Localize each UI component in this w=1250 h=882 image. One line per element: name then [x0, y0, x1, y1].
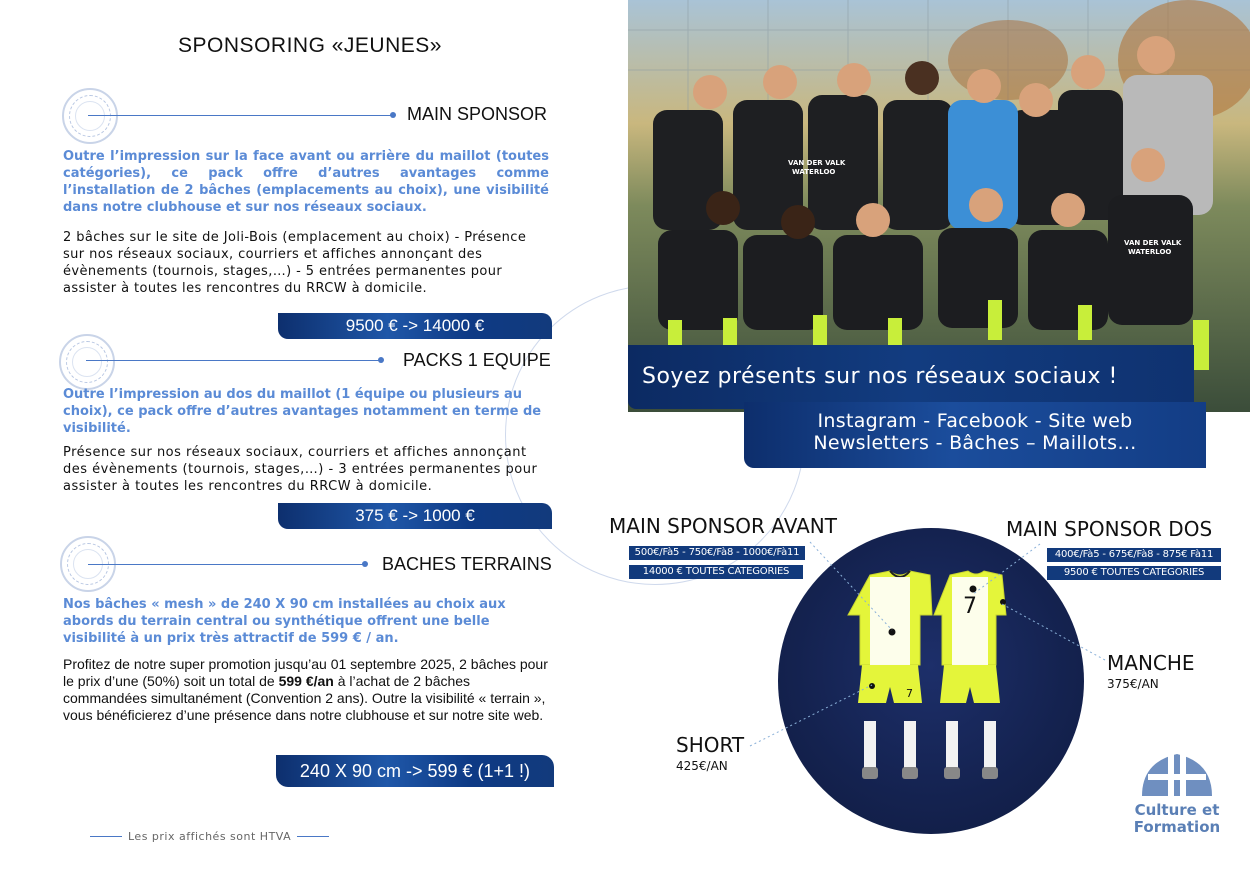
jersey-sponsor-text: WATERLOO	[1128, 248, 1172, 256]
footnote-line	[90, 836, 122, 837]
divider-dot-icon	[362, 561, 368, 567]
footnote	[90, 830, 329, 843]
divider-dot-icon	[390, 112, 396, 118]
section-divider	[88, 564, 366, 565]
section-highlight: Outre l’impression au dos du maillot (1 équipe ou plusieurs au choix), ce pack offre d’autres avantages notamment en terme de visibilité.	[63, 387, 542, 436]
kit-price-tag: 500€/Fà5 - 750€/Fà8 - 1000€/Fà11	[629, 546, 805, 560]
section-detail	[63, 656, 549, 724]
social-channels-banner	[744, 402, 1206, 468]
section-ring-icon	[59, 334, 115, 390]
section-divider	[88, 115, 393, 116]
detail-text: à l’achat de 2 bâches commandées simultanément (Convention 2 ans). Outre la visibilité « terrain », vous bénéficierez d’une présence dans notre clubhouse et sur notre site web.	[63, 673, 546, 723]
social-headline-banner: Soyez présents sur nos réseaux sociaux !	[628, 345, 1194, 409]
jersey-sponsor-text: VAN DER VALK	[1124, 239, 1182, 247]
jersey-sponsor-text: WATERLOO	[792, 168, 836, 176]
logo-line: Formation	[1133, 818, 1221, 836]
section-detail: 2 bâches sur le site de Joli-Bois (emplacement au choix) - Présence sur nos réseaux sociaux, courriers et affiches annonçant des évènements (tournois, stages,…) - 5 entrées permanentes pour assister à toutes les rencontres du RRCW à domicile.	[63, 230, 527, 296]
divider-dot-icon	[378, 357, 384, 363]
price-badge: 240 X 90 cm -> 599 € (1+1 !)	[276, 755, 554, 787]
kit-label-sleeve: MANCHE	[1107, 651, 1195, 675]
kit-label-short: SHORT	[676, 733, 745, 757]
footnote-line	[297, 836, 329, 837]
short-number: 7	[906, 687, 913, 700]
kit-label-back: MAIN SPONSOR DOS	[1006, 517, 1213, 541]
detail-bold-price: 599 €/an	[278, 673, 334, 689]
kit-label-front: MAIN SPONSOR AVANT	[609, 514, 837, 538]
shirt-number: 7	[963, 594, 977, 619]
logo-line: Culture et	[1134, 801, 1220, 819]
page-title: SPONSORING «JEUNES»	[178, 34, 442, 57]
kit-sleeve-price: 375€/AN	[1107, 677, 1159, 691]
jersey-sponsor-text: VAN DER VALK	[788, 159, 846, 167]
kit-price-tag: 9500 € TOUTES CATEGORIES	[1047, 566, 1221, 580]
section-heading: PACKS 1 EQUIPE	[403, 350, 551, 370]
section-ring-icon	[62, 88, 118, 144]
section-highlight: Outre l’impression sur la face avant ou arrière du maillot (toutes catégories), ce pack offre d’autres avantages comme l’installation de 2 bâches (emplacements au choix), une visibilité dans notre clubhouse et sur nos réseaux sociaux.	[63, 149, 549, 215]
kit-price-tag: 14000 € TOUTES CATEGORIES	[629, 565, 803, 579]
social-channels-line: Instagram - Facebook - Site web	[817, 410, 1133, 432]
price-badge: 9500 € -> 14000 €	[278, 313, 552, 339]
section-highlight: Nos bâches « mesh » de 240 X 90 cm installées au choix aux abords du terrain central ou synthétique offrent une belle visibilité à un prix très attractif de 599 € / an.	[63, 597, 506, 646]
section-heading: MAIN SPONSOR	[407, 104, 548, 124]
kit-price-tag: 400€/Fà5 - 675€/Fà8 - 875€ Fà11	[1047, 548, 1221, 562]
kit-short-price: 425€/AN	[676, 759, 728, 773]
detail-text: Profitez de notre super promotion jusqu’au 01 septembre 2025, 2 bâches pour le prix d’une (50%) soit un total de	[63, 656, 548, 689]
section-heading: BACHES TERRAINS	[382, 554, 552, 574]
culture-formation-logo-icon	[1138, 748, 1216, 800]
footnote-text: Les prix affichés sont HTVA	[128, 830, 292, 843]
section-divider	[86, 360, 380, 361]
price-badge: 375 € -> 1000 €	[278, 503, 552, 529]
social-channels-line: Newsletters - Bâches – Maillots…	[813, 432, 1137, 454]
section-detail: Présence sur nos réseaux sociaux, courriers et affiches annonçant des évènements (tournois, stages,…) - 3 entrées permanentes pour assister à toutes les rencontres du RRCW à domicile.	[63, 445, 538, 494]
logo-text	[1128, 802, 1226, 836]
